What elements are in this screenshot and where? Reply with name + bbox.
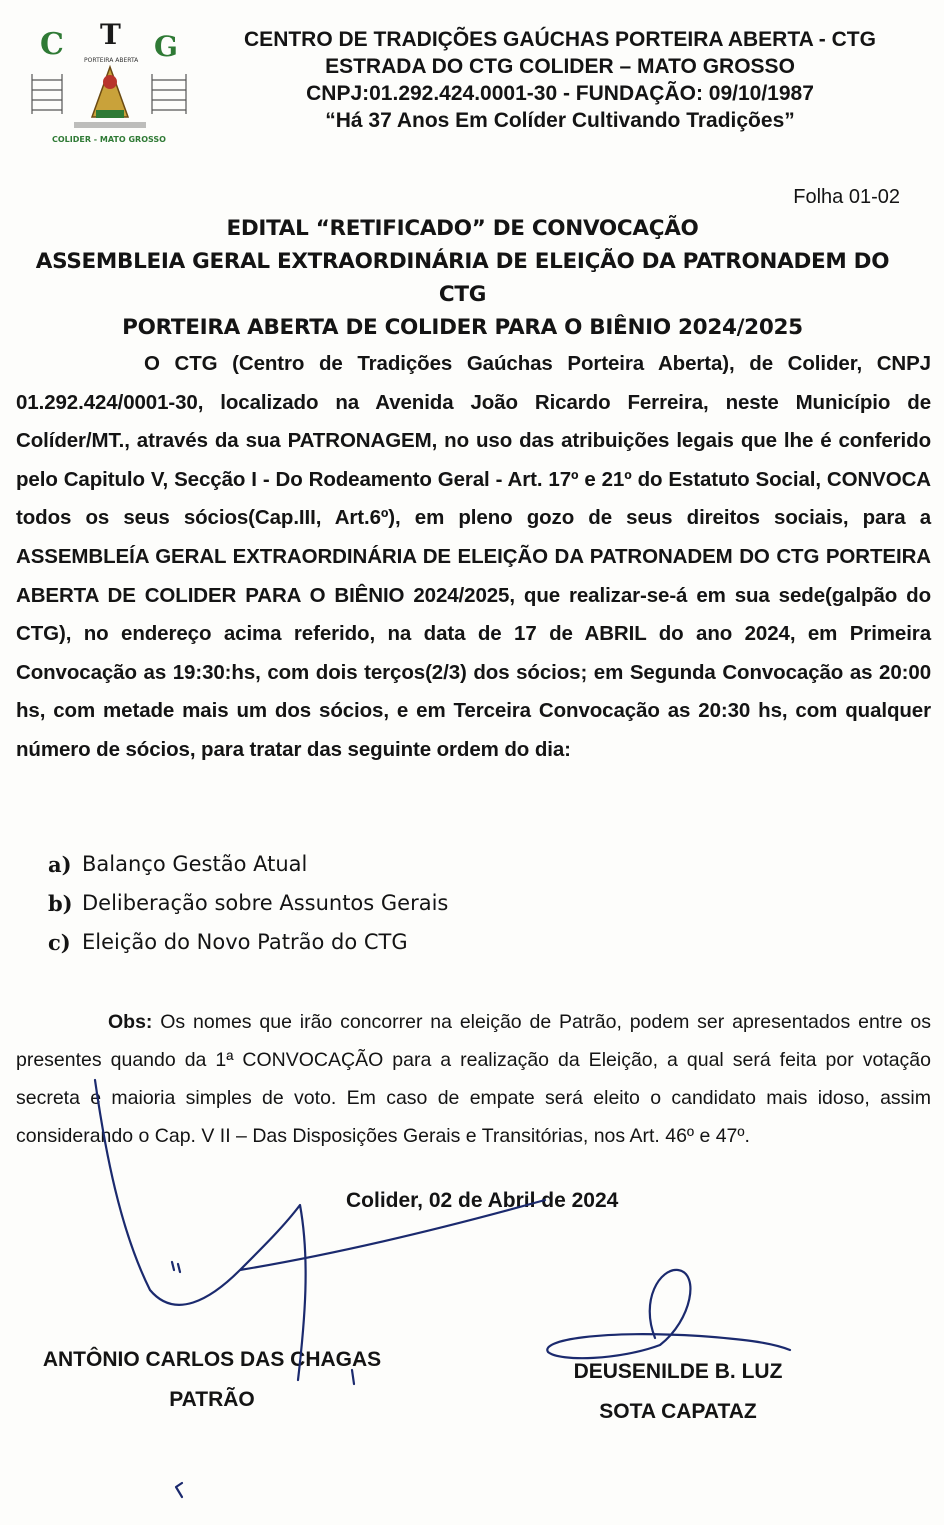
signatory-left-role: PATRÃO xyxy=(169,1388,255,1411)
logo-info-band xyxy=(74,122,146,128)
logo-letter-g: G xyxy=(154,30,178,63)
signatory-right-name: DEUSENILDE B. LUZ xyxy=(573,1360,783,1383)
body-paragraph: O CTG (Centro de Tradições Gaúchas Porteira Aberta), de Colider, CNPJ 01.292.424/0001-30, localizado na Avenida João Ricardo Ferreira, neste Município de Colíder/MT., através da sua PATRONAGEM, no uso das atribuições legais que lhe é conferido pelo Capitulo V, Secção I - Do Rodeamento Geral - Art. 17º e 21º do Estatuto Social, CONVOCA todos os seus sócios(Cap.III, Art.6º), em pleno gozo de seus direitos sociais, para a ASSEMBLEÍA GERAL EXTRAORDINÁRIA DE ELEIÇÃO DA PATRONADEM DO CTG PORTEIRA ABERTA DE COLIDER PARA O BIÊNIO 2024/2025, que realizar-se-á em sua sede(galpão do CTG), no endereço acima referido, na data de 17 de ABRIL do ano 2024, em Primeira Convocação as 19:30:hs, com dois terços(2/3) dos sócios; em Segunda Convocação as 20:00 hs, com metade mais um dos sócios, e em Terceira Convocação as 20:30 hs, com qualquer número de sócios, para tratar das seguinte ordem do dia: xyxy=(16,352,931,761)
letterhead xyxy=(210,26,910,134)
letterhead-motto: “Há 37 Anos Em Colíder Cultivando Tradições” xyxy=(325,109,795,132)
observation-paragraph xyxy=(16,1003,931,1155)
agenda-item xyxy=(48,845,648,884)
signatory-left-name: ANTÔNIO CARLOS DAS CHAGAS xyxy=(42,1348,382,1371)
agenda-item-letter: a) xyxy=(48,852,72,877)
agenda-item-letter: b) xyxy=(48,891,73,916)
ctg-logo xyxy=(22,22,198,146)
agenda-item-text: Balanço Gestão Atual xyxy=(82,852,308,876)
observation-text: Os nomes que irão concorrer na eleição de Patrão, podem ser apresentados entre os presentes quando da 1ª CONVOCAÇÃO para a realização da Eleição, a qual será feita por votação secreta e maioria simples de voto. Em caso de empate será eleito o candidato mais idoso, assim considerando o Cap. V II – Das Disposições Gerais e Transitórias, nos Art. 46º e 47º. xyxy=(16,1011,931,1147)
signature-left-hook xyxy=(176,1483,182,1497)
title-line-2: ASSEMBLEIA GERAL EXTRAORDINÁRIA DE ELEIÇÃO DA PATRONADEM DO CTG xyxy=(35,249,890,307)
logo-bottom-text: COLIDER - MATO GROSSO xyxy=(52,135,166,144)
gaucho-emblem-icon xyxy=(92,67,128,118)
logo-letter-t: T xyxy=(100,22,121,51)
logo-letter-c: C xyxy=(40,27,64,62)
logo-ring-text: PORTEIRA ABERTA xyxy=(84,57,139,64)
sheet-number: Folha 01-02 xyxy=(793,186,900,208)
signatory-right-role: SOTA CAPATAZ xyxy=(599,1400,757,1423)
title-line-1: EDITAL “RETIFICADO” DE CONVOCAÇÃO xyxy=(226,216,699,241)
agenda-item xyxy=(48,923,648,962)
signatory-left xyxy=(22,1340,402,1420)
agenda-item-text: Eleição do Novo Patrão do CTG xyxy=(82,930,408,954)
place-and-date: Colider, 02 de Abril de 2024 xyxy=(346,1189,619,1212)
signature-right-stroke xyxy=(547,1270,790,1358)
letterhead-address: ESTRADA DO CTG COLIDER – MATO GROSSO xyxy=(325,55,795,78)
signature-left-mark xyxy=(172,1262,180,1272)
observation-label: Obs: xyxy=(108,1011,153,1033)
letterhead-cnpj: CNPJ:01.292.424.0001-30 - FUNDAÇÃO: 09/10/1987 xyxy=(306,82,814,105)
agenda-item-letter: c) xyxy=(48,930,71,955)
agenda-item-text: Deliberação sobre Assuntos Gerais xyxy=(82,891,449,915)
title-line-3: PORTEIRA ABERTA DE COLIDER PARA O BIÊNIO 2024/2025 xyxy=(122,315,803,340)
agenda-item xyxy=(48,884,648,923)
signatory-right xyxy=(548,1352,808,1432)
letterhead-org-name: CENTRO DE TRADIÇÕES GAÚCHAS PORTEIRA ABERTA - CTG xyxy=(244,28,876,51)
agenda-list xyxy=(48,845,648,962)
document-title xyxy=(20,212,905,344)
